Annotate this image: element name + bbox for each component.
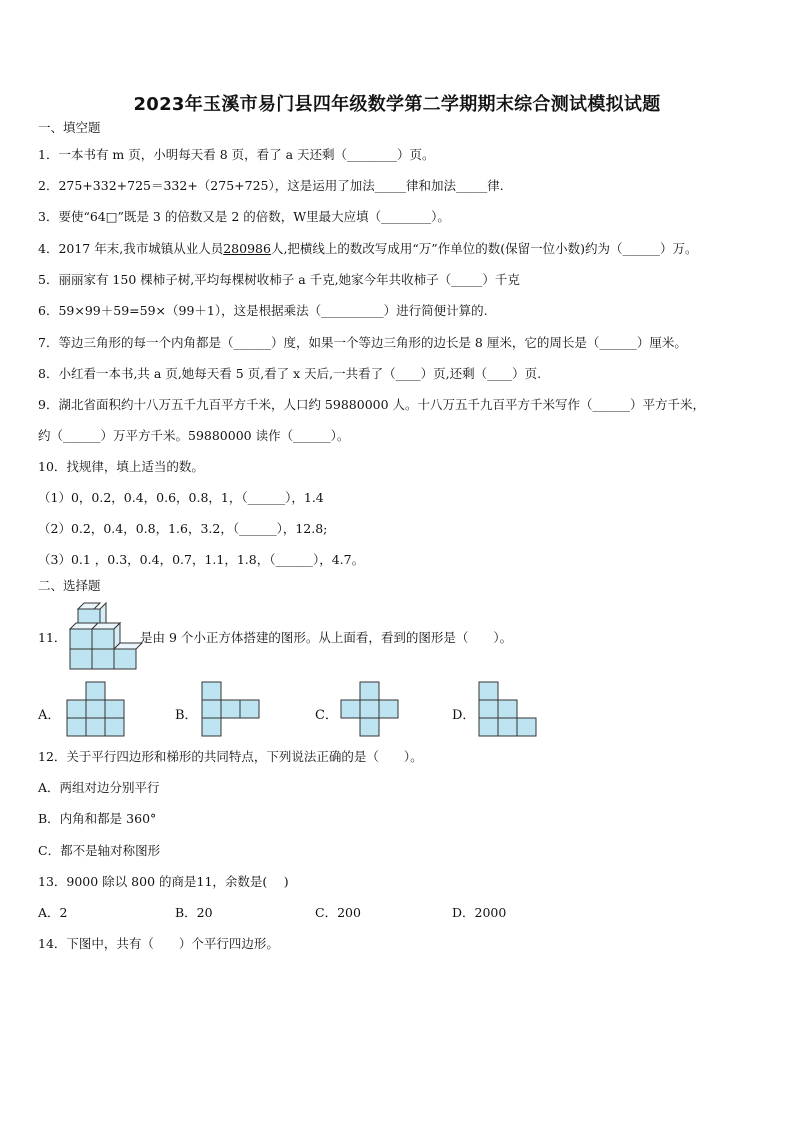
question-12-option-a[interactable]: A．两组对边分别平行: [38, 780, 160, 795]
question-10-item-1: （1）0，0.2，0.4，0.6，0.8，1，（______），1.4: [38, 490, 324, 505]
question-1: 1．一本书有 m 页，小明每天看 8 页，看了 a 天还剩（________）页。: [38, 147, 435, 162]
option-d-label[interactable]: D．: [452, 708, 476, 723]
question-4-underlined-number: 280986: [223, 241, 271, 256]
option-c-top-view-grid[interactable]: [341, 682, 399, 738]
option-d-top-view-grid[interactable]: [479, 682, 537, 738]
cube-stack-figure: [68, 603, 140, 669]
question-9-line-2: 约（______）万平方千米。59880000 读作（______）。: [38, 428, 350, 443]
question-13-option-d[interactable]: D．2000: [452, 905, 507, 920]
question-7: 7．等边三角形的每一个内角都是（______）度，如果一个等边三角形的边长是 8 厘米，它的周长是（______）厘米。: [38, 335, 687, 350]
option-a-label[interactable]: A．: [38, 708, 61, 723]
section-heading-fill-blank: 一、填空题: [38, 120, 101, 135]
question-12: 12．关于平行四边形和梯形的共同特点，下列说法正确的是（ ）。: [38, 749, 423, 764]
page-title: 2023年玉溪市易门县四年级数学第二学期期末综合测试模拟试题: [133, 94, 661, 115]
question-8: 8．小红看一本书,共 a 页,她每天看 5 页,看了 x 天后,一共看了（____）页,还剩（____）页.: [38, 366, 542, 381]
question-6: 6．59×99＋59=59×（99＋1），这是根据乘法（__________）进行简便计算的.: [38, 303, 488, 318]
question-13-option-a[interactable]: A．2: [38, 905, 68, 920]
question-4: [38, 243, 697, 256]
option-b-label[interactable]: B．: [175, 708, 198, 723]
question-10-item-3: （3）0.1 ，0.3，0.4，0.7，1.1，1.8，（______），4.7。: [38, 552, 365, 567]
question-13-option-c[interactable]: C．200: [315, 905, 361, 920]
question-2: 2．275+332+725＝332+（275+725），这是运用了加法_____律和加法_____律.: [38, 178, 504, 193]
question-10-item-2: （2）0.2，0.4，0.8，1.6，3.2，（______），12.8;: [38, 521, 328, 536]
question-12-option-c[interactable]: C．都不是轴对称图形: [38, 843, 161, 858]
question-13-option-b[interactable]: B．20: [175, 905, 213, 920]
question-5: 5．丽丽家有 150 棵柿子树,平均每棵树收柿子 a 千克,她家今年共收柿子（_____）千克: [38, 272, 520, 287]
question-4-part-a: 4．2017 年末,我市城镇从业人员: [38, 241, 224, 256]
question-13: 13．9000 除以 800 的商是11，余数是( ): [38, 874, 289, 889]
question-11-text: 是由 9 个小正方体搭建的图形。从上面看，看到的图形是（ ）。: [140, 630, 513, 645]
question-4-part-b: 人,把横线上的数改写成用“万”作单位的数(保留一位小数)约为（______）万。: [270, 241, 698, 256]
option-b-top-view-grid[interactable]: [202, 682, 260, 738]
question-14: 14．下图中，共有（ ）个平行四边形。: [38, 936, 279, 951]
section-heading-choice: 二、选择题: [38, 578, 101, 593]
question-12-option-b[interactable]: B．内角和都是 360°: [38, 811, 157, 826]
option-c-label[interactable]: C．: [315, 708, 338, 723]
question-10: 10．找规律，填上适当的数。: [38, 459, 204, 474]
question-11-number: 11．: [38, 630, 67, 645]
question-3: 3．要使“64□”既是 3 的倍数又是 2 的倍数，W里最大应填（________）。: [38, 209, 450, 224]
question-9-line-1: 9．湖北省面积约十八万五千九百平方千米，人口约 59880000 人。十八万五千九百平方千米写作（______）平方千米，: [38, 397, 706, 412]
option-a-top-view-grid[interactable]: [67, 682, 125, 738]
